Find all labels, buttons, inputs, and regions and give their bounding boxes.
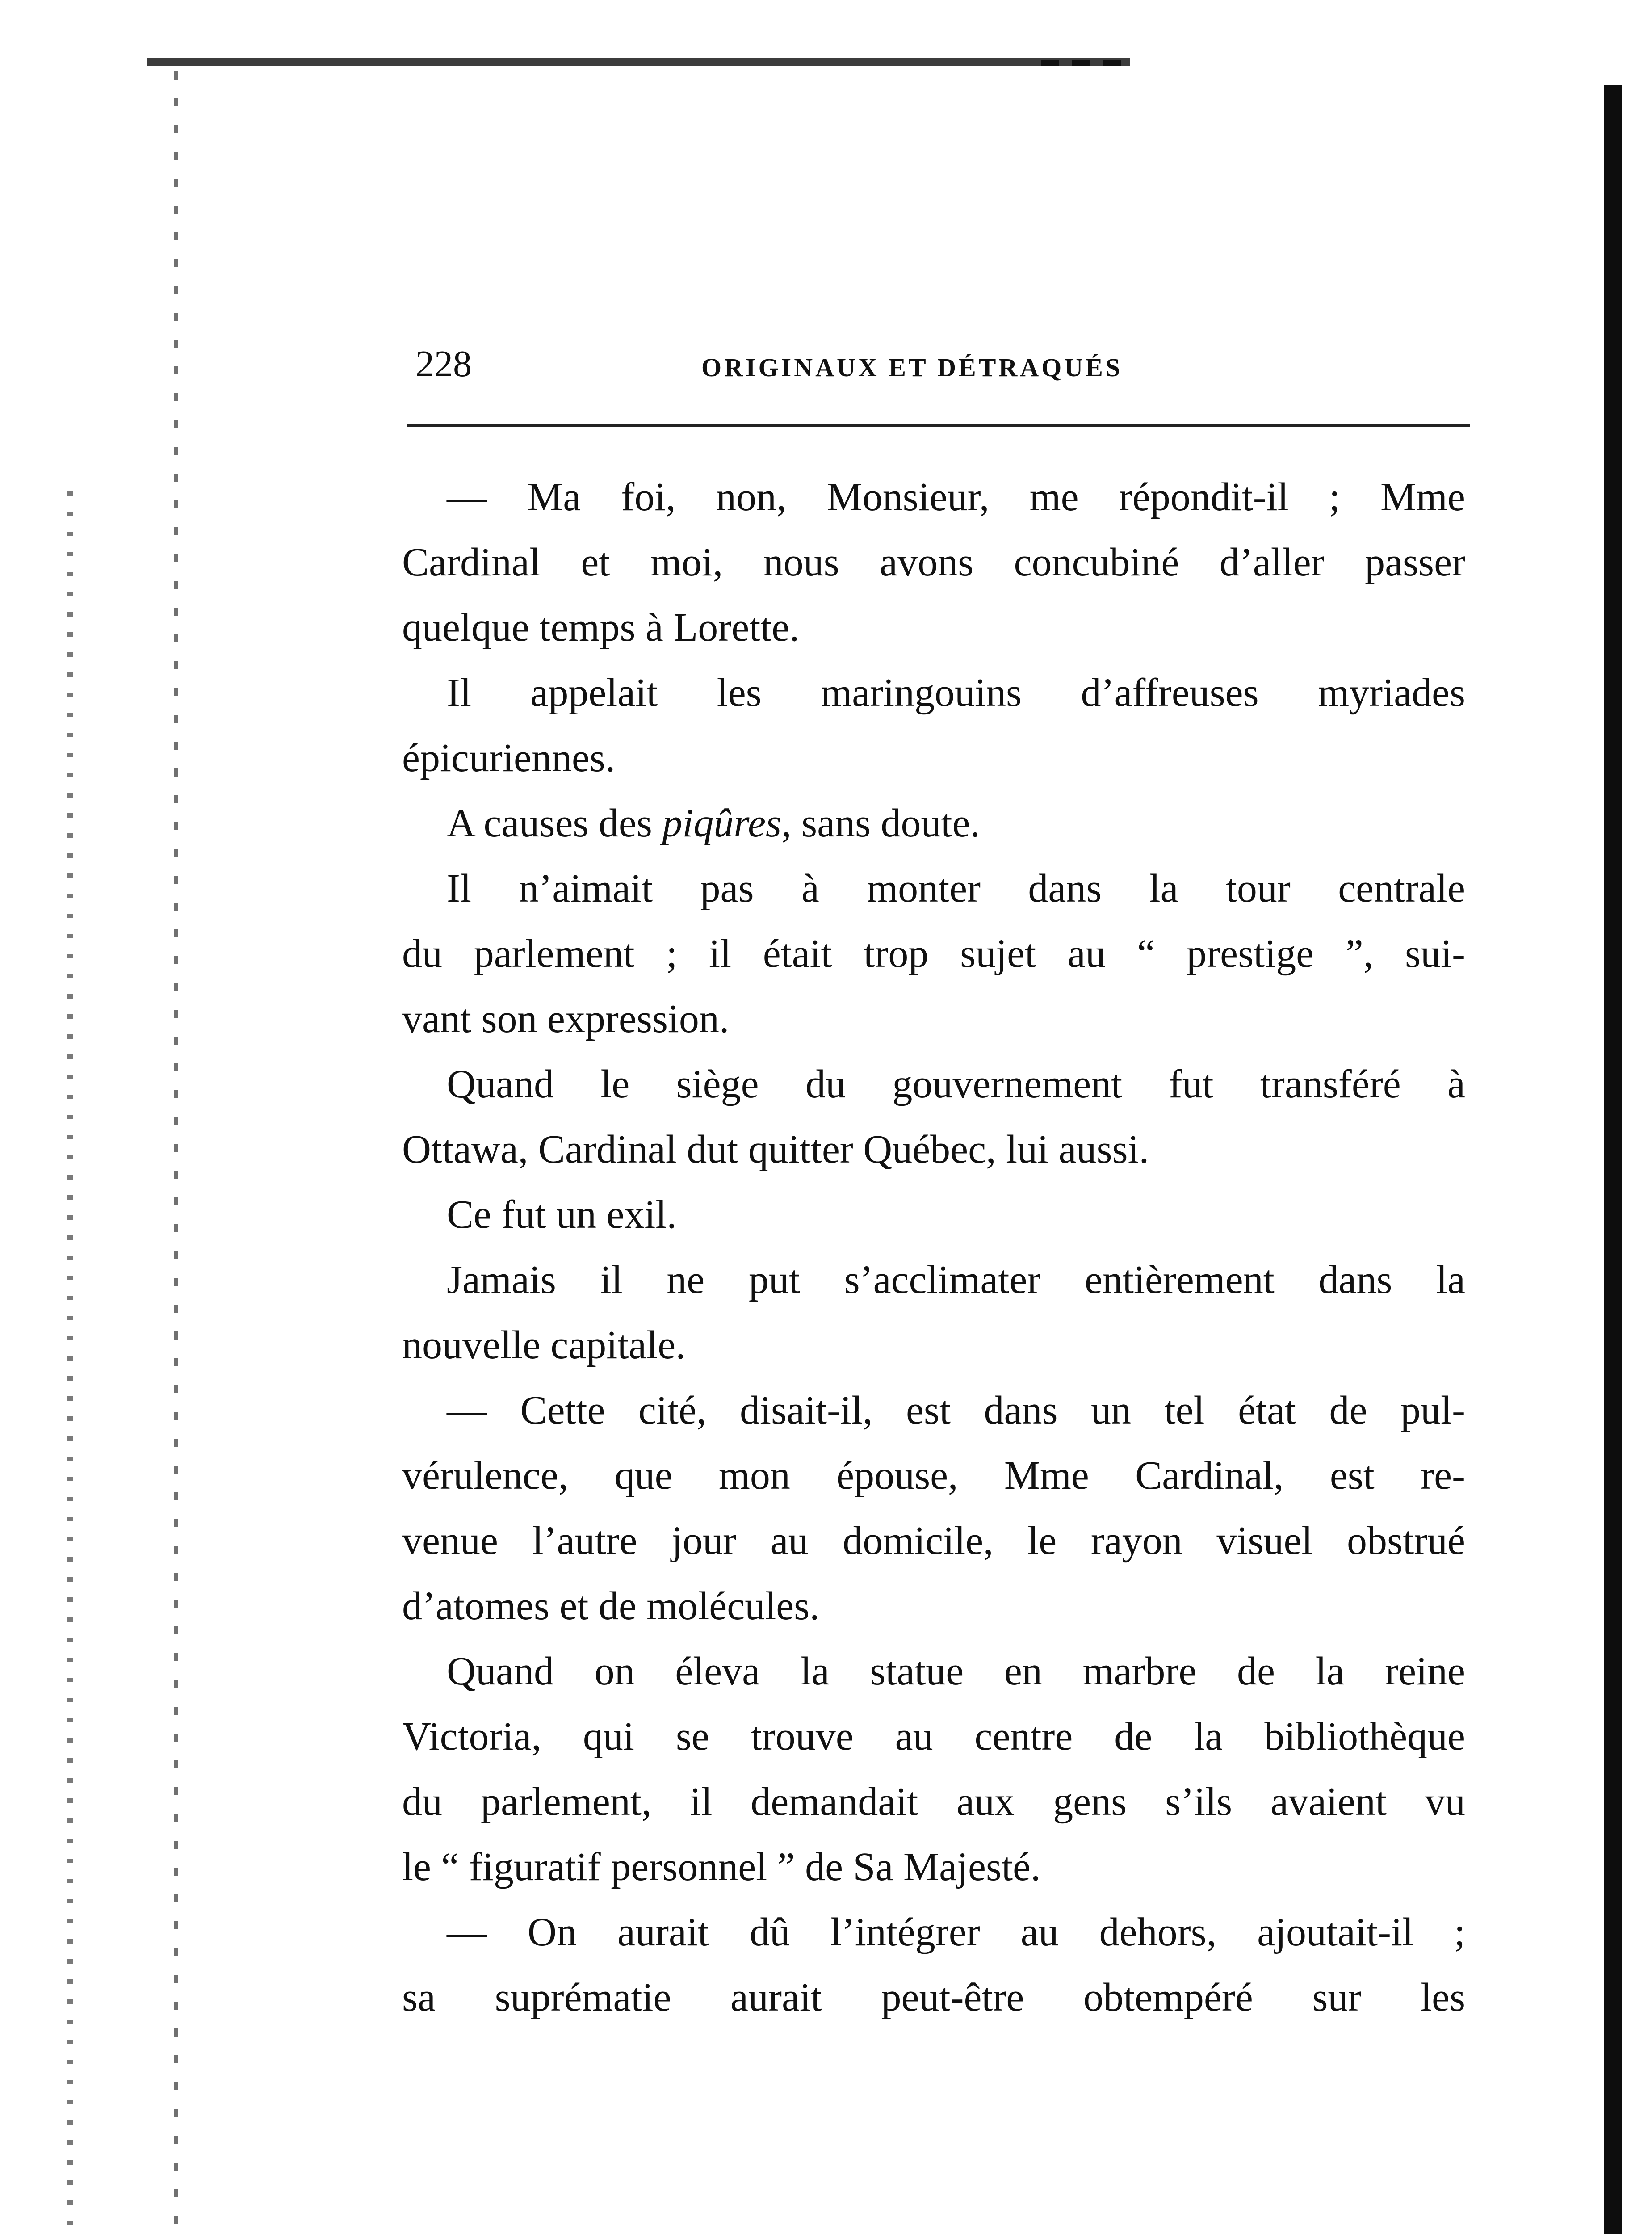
scan-left-margin-speckle <box>67 491 73 2234</box>
text-line: Il appelait les maringouins d’affreuses myriades <box>447 671 1465 715</box>
text-line: — On aurait dû l’intégrer au dehors, ajoutait-il ; <box>447 1910 1465 1954</box>
text-line: vant son expression. <box>402 997 730 1041</box>
text-line: sa suprématie aurait peut-être obtempéré sur les <box>402 1975 1465 2020</box>
scan-top-rule <box>147 58 1130 66</box>
text-line: — Ma foi, non, Monsieur, me répondit-il ; Mme <box>447 475 1465 519</box>
paragraph-10 <box>402 1900 1465 2030</box>
paragraph-9 <box>402 1639 1465 1900</box>
paragraph-6 <box>402 1182 1465 1247</box>
text-line: Quand on éleva la statue en marbre de la reine <box>447 1649 1465 1693</box>
text-line: Ce fut un exil. <box>447 1193 677 1237</box>
text-line: du parlement ; il était trop sujet au “ prestige ”, sui- <box>402 932 1465 976</box>
scan-top-rule-fragments <box>1041 60 1130 66</box>
text-line: épicuriennes. <box>402 736 616 780</box>
text-line: nouvelle capitale. <box>402 1323 686 1367</box>
text-line: Cardinal et moi, nous avons concubiné d’aller passer <box>402 540 1465 584</box>
italic-word: piqûres <box>662 801 782 845</box>
text-line: — Cette cité, disait-il, est dans un tel état de pul- <box>447 1388 1465 1432</box>
text-line: Jamais il ne put s’acclimater entièrement dans la <box>447 1258 1465 1302</box>
text-line: venue l’autre jour au domicile, le rayon visuel obstrué <box>402 1519 1465 1563</box>
text-line: le “ figuratif personnel ” de Sa Majesté. <box>402 1845 1041 1889</box>
paragraph-2 <box>402 660 1465 791</box>
body-text <box>402 465 1465 2030</box>
text-line: Il n’aimait pas à monter dans la tour centrale <box>447 866 1465 911</box>
text-line: quelque temps à Lorette. <box>402 605 800 650</box>
paragraph-8 <box>402 1378 1465 1639</box>
text-line: Ottawa, Cardinal dut quitter Québec, lui aussi. <box>402 1127 1149 1172</box>
header-rule <box>407 424 1470 427</box>
paragraph-7 <box>402 1247 1465 1378</box>
text-segment: , sans doute. <box>781 801 981 845</box>
running-title: ORIGINAUX ET DÉTRAQUÉS <box>701 353 1123 382</box>
text-line: Quand le siège du gouvernement fut transféré à <box>447 1062 1465 1106</box>
text-segment: A causes des <box>447 801 662 845</box>
paragraph-1 <box>402 465 1465 660</box>
text-line: du parlement, il demandait aux gens s’ils avaient vu <box>402 1780 1465 1824</box>
scan-right-border <box>1604 85 1622 2234</box>
page-header <box>415 340 1470 389</box>
paragraph-4 <box>402 856 1465 1052</box>
page-number: 228 <box>415 343 472 385</box>
paragraph-3 <box>402 791 1465 856</box>
scan-left-edge-speckle <box>174 71 178 2234</box>
text-line: Victoria, qui se trouve au centre de la bibliothèque <box>402 1714 1465 1759</box>
paragraph-5 <box>402 1052 1465 1182</box>
text-line <box>402 791 1465 856</box>
text-line: d’atomes et de molécules. <box>402 1584 820 1628</box>
text-line: vérulence, que mon épouse, Mme Cardinal, est re- <box>402 1453 1465 1498</box>
